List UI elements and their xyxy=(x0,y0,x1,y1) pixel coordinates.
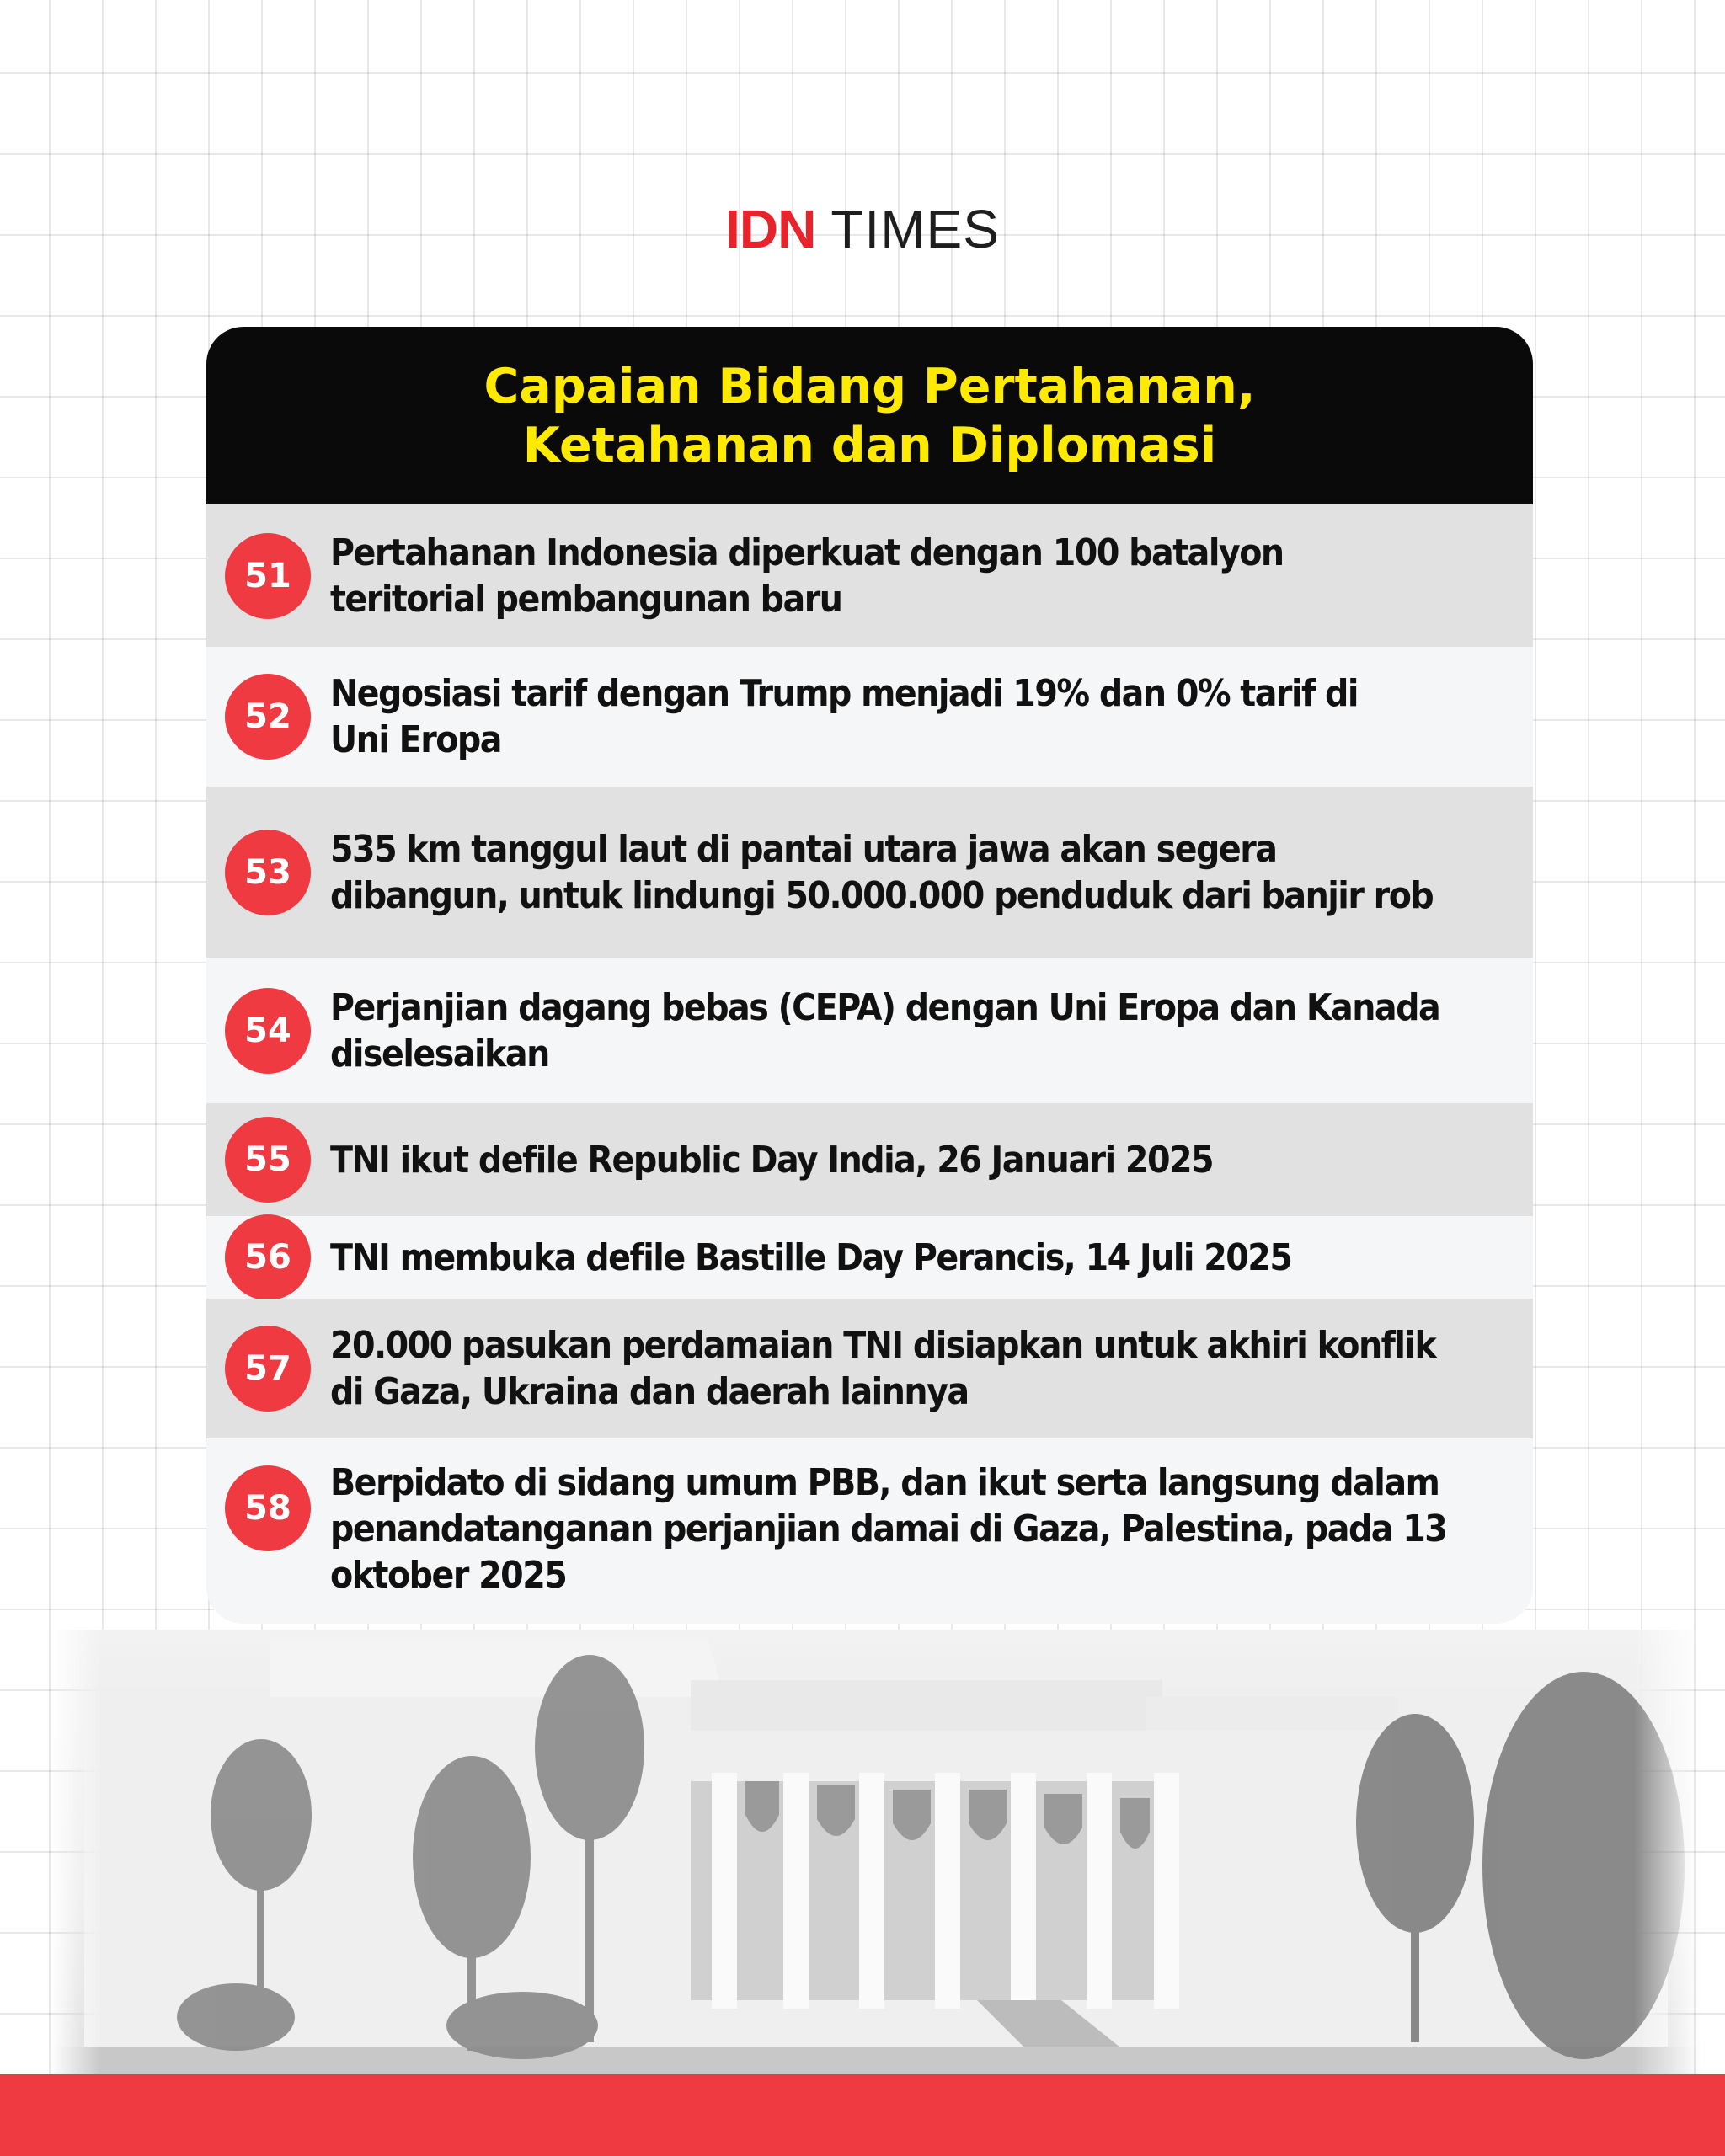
list-item-58 xyxy=(206,1438,1533,1623)
card-header xyxy=(206,327,1533,504)
number-badge: 55 xyxy=(225,1117,311,1203)
list-item-51 xyxy=(206,504,1533,647)
bottom-red-bar xyxy=(0,2074,1725,2156)
number-badge: 57 xyxy=(225,1326,311,1412)
item-text: 535 km tanggul laut di pantai utara jawa akan segera dibangun, untuk lindungi 50.000.000 penduduk dari banjir rob xyxy=(330,827,1434,917)
number-badge: 58 xyxy=(225,1465,311,1551)
item-text: Negosiasi tarif dengan Trump menjadi 19% dan 0% tarif di Uni Eropa xyxy=(330,672,1358,761)
list-item-55 xyxy=(206,1103,1533,1216)
achievements-card xyxy=(206,327,1533,1624)
item-text: TNI ikut defile Republic Day India, 26 Januari 2025 xyxy=(330,1138,1214,1182)
card-title-line-2: Ketahanan dan Diplomasi xyxy=(522,417,1217,473)
palace-photo xyxy=(51,1630,1701,2076)
item-text: Berpidato di sidang umum PBB, dan ikut serta langsung dalam penandatanganan perjanjian damai di Gaza, Palestina, pada 13 oktober 2025 xyxy=(330,1461,1447,1597)
list-item-57 xyxy=(206,1299,1533,1438)
palace-illustration-icon xyxy=(51,1630,1701,2076)
number-badge: 51 xyxy=(225,533,311,619)
number-badge: 52 xyxy=(225,674,311,760)
logo-idn: IDN xyxy=(725,199,816,259)
item-text: Perjanjian dagang bebas (CEPA) dengan Uni Eropa dan Kanada diselesaikan xyxy=(330,985,1440,1075)
item-text: 20.000 pasukan perdamaian TNI disiapkan untuk akhiri konflik di Gaza, Ukraina dan daerah lainnya xyxy=(330,1324,1436,1413)
card-title-line-1: Capaian Bidang Pertahanan, xyxy=(483,358,1256,414)
list-item-54 xyxy=(206,958,1533,1103)
number-badge: 56 xyxy=(225,1214,311,1300)
item-text: TNI membuka defile Bastille Day Perancis, 14 Juli 2025 xyxy=(330,1235,1292,1279)
number-badge: 53 xyxy=(225,830,311,915)
number-badge: 54 xyxy=(225,988,311,1074)
idn-times-logo xyxy=(0,199,1725,259)
logo-times: TIMES xyxy=(830,199,1000,259)
list-item-53 xyxy=(206,787,1533,958)
list-item-56 xyxy=(206,1216,1533,1299)
item-text: Pertahanan Indonesia diperkuat dengan 100 batalyon teritorial pembangunan baru xyxy=(330,531,1284,621)
list-item-52 xyxy=(206,647,1533,787)
